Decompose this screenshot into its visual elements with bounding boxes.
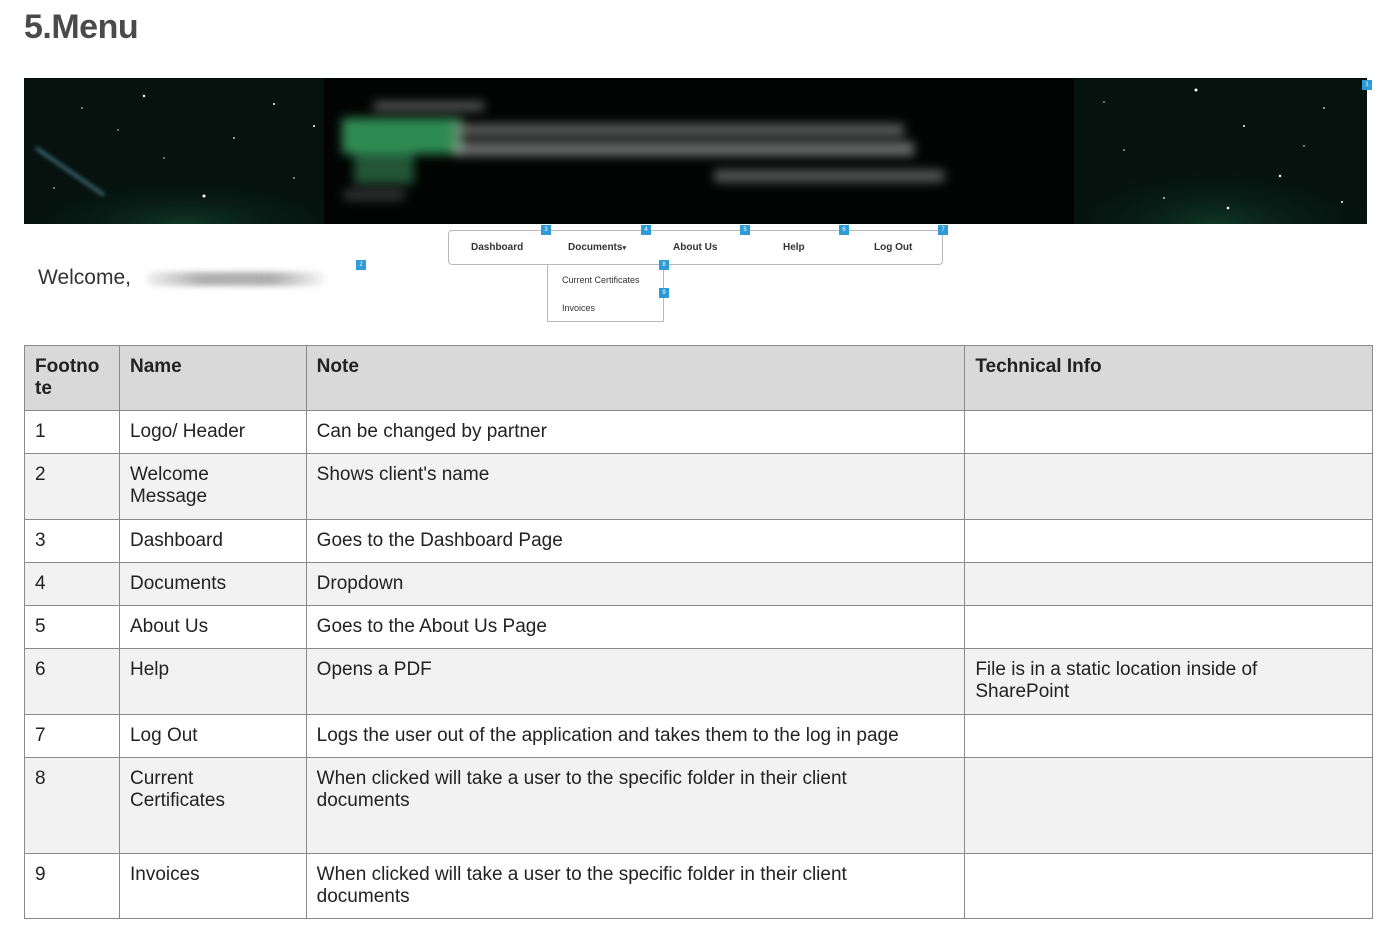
cell-name bbox=[119, 454, 306, 520]
page-title: 5.Menu bbox=[24, 8, 139, 46]
cell-name-text: Welcome Message bbox=[129, 464, 209, 507]
cell-tech bbox=[965, 649, 1373, 715]
footnote-marker: 8 bbox=[659, 260, 669, 270]
footnote-marker: 1 bbox=[1362, 80, 1372, 90]
dropdown-current-certificates[interactable]: Current Certificates bbox=[562, 275, 640, 285]
cell-note: Goes to the About Us Page bbox=[306, 606, 965, 649]
nav-documents[interactable] bbox=[568, 242, 626, 253]
cell-tech-text: File is in a static location inside of SharePoint bbox=[975, 659, 1258, 702]
nav-dashboard[interactable]: Dashboard bbox=[471, 242, 524, 253]
cell-name-text: Current Certificates bbox=[129, 768, 225, 811]
table-row bbox=[25, 454, 1373, 520]
cell-footnote: 9 bbox=[25, 854, 120, 919]
cell-tech bbox=[965, 606, 1373, 649]
table-row bbox=[25, 758, 1373, 854]
cell-name: Logo/ Header bbox=[119, 411, 306, 454]
cell-tech bbox=[965, 563, 1373, 606]
main-menu bbox=[448, 230, 943, 265]
table-row bbox=[25, 411, 1373, 454]
table-row bbox=[25, 606, 1373, 649]
table-row bbox=[25, 649, 1373, 715]
cell-tech bbox=[965, 454, 1373, 520]
client-name-redacted bbox=[146, 272, 326, 286]
cell-name bbox=[119, 758, 306, 854]
cell-note: Opens a PDF bbox=[306, 649, 965, 715]
header-banner-image bbox=[24, 78, 1367, 224]
welcome-message: Welcome, bbox=[38, 266, 131, 289]
cell-note bbox=[306, 758, 965, 854]
cell-footnote: 6 bbox=[25, 649, 120, 715]
table-row bbox=[25, 854, 1373, 919]
cell-note: Can be changed by partner bbox=[306, 411, 965, 454]
cell-name: Log Out bbox=[119, 715, 306, 758]
cell-footnote: 2 bbox=[25, 454, 120, 520]
footnote-marker: 6 bbox=[839, 225, 849, 235]
cell-note: Goes to the Dashboard Page bbox=[306, 520, 965, 563]
dropdown-invoices[interactable]: Invoices bbox=[562, 303, 596, 313]
col-header-technical-info: Technical Info bbox=[965, 346, 1373, 411]
cell-note: Dropdown bbox=[306, 563, 965, 606]
footnote-marker: 3 bbox=[541, 225, 551, 235]
footnote-marker: 4 bbox=[641, 225, 651, 235]
cell-note: Shows client's name bbox=[306, 454, 965, 520]
starfield-graphic bbox=[24, 78, 1367, 224]
cell-name: About Us bbox=[119, 606, 306, 649]
documents-dropdown bbox=[547, 264, 664, 322]
cell-note bbox=[306, 854, 965, 919]
cell-footnote: 8 bbox=[25, 758, 120, 854]
nav-documents-label: Documents bbox=[568, 242, 623, 253]
cell-footnote: 3 bbox=[25, 520, 120, 563]
cell-name: Help bbox=[119, 649, 306, 715]
footnote-marker: 7 bbox=[938, 225, 948, 235]
cell-name: Documents bbox=[119, 563, 306, 606]
cell-footnote: 1 bbox=[25, 411, 120, 454]
nav-about-us[interactable]: About Us bbox=[673, 242, 718, 253]
nav-help[interactable]: Help bbox=[783, 242, 805, 253]
col-header-note: Note bbox=[306, 346, 965, 411]
table-header-row bbox=[25, 346, 1373, 411]
footnote-marker: 9 bbox=[659, 288, 669, 298]
table-row bbox=[25, 520, 1373, 563]
cell-footnote: 4 bbox=[25, 563, 120, 606]
footnote-marker: 5 bbox=[740, 225, 750, 235]
col-header-name: Name bbox=[119, 346, 306, 411]
cell-tech bbox=[965, 520, 1373, 563]
cell-note: Logs the user out of the application and takes them to the log in page bbox=[306, 715, 965, 758]
cell-note-text: When clicked will take a user to the specific folder in their client documents bbox=[316, 864, 847, 907]
table-row bbox=[25, 563, 1373, 606]
col-header-footnote-label: Footnote bbox=[35, 356, 100, 399]
cell-tech bbox=[965, 758, 1373, 854]
col-header-footnote bbox=[25, 346, 120, 411]
footnote-table bbox=[24, 345, 1373, 919]
footnote-marker: 2 bbox=[356, 260, 366, 270]
cell-tech bbox=[965, 715, 1373, 758]
table-row bbox=[25, 715, 1373, 758]
cell-tech bbox=[965, 854, 1373, 919]
cell-footnote: 7 bbox=[25, 715, 120, 758]
nav-log-out[interactable]: Log Out bbox=[874, 242, 913, 253]
cell-tech bbox=[965, 411, 1373, 454]
chevron-down-icon: ▾ bbox=[622, 245, 626, 252]
cell-name: Invoices bbox=[119, 854, 306, 919]
cell-note-text: When clicked will take a user to the specific folder in their client documents bbox=[316, 768, 847, 811]
cell-name: Dashboard bbox=[119, 520, 306, 563]
cell-footnote: 5 bbox=[25, 606, 120, 649]
